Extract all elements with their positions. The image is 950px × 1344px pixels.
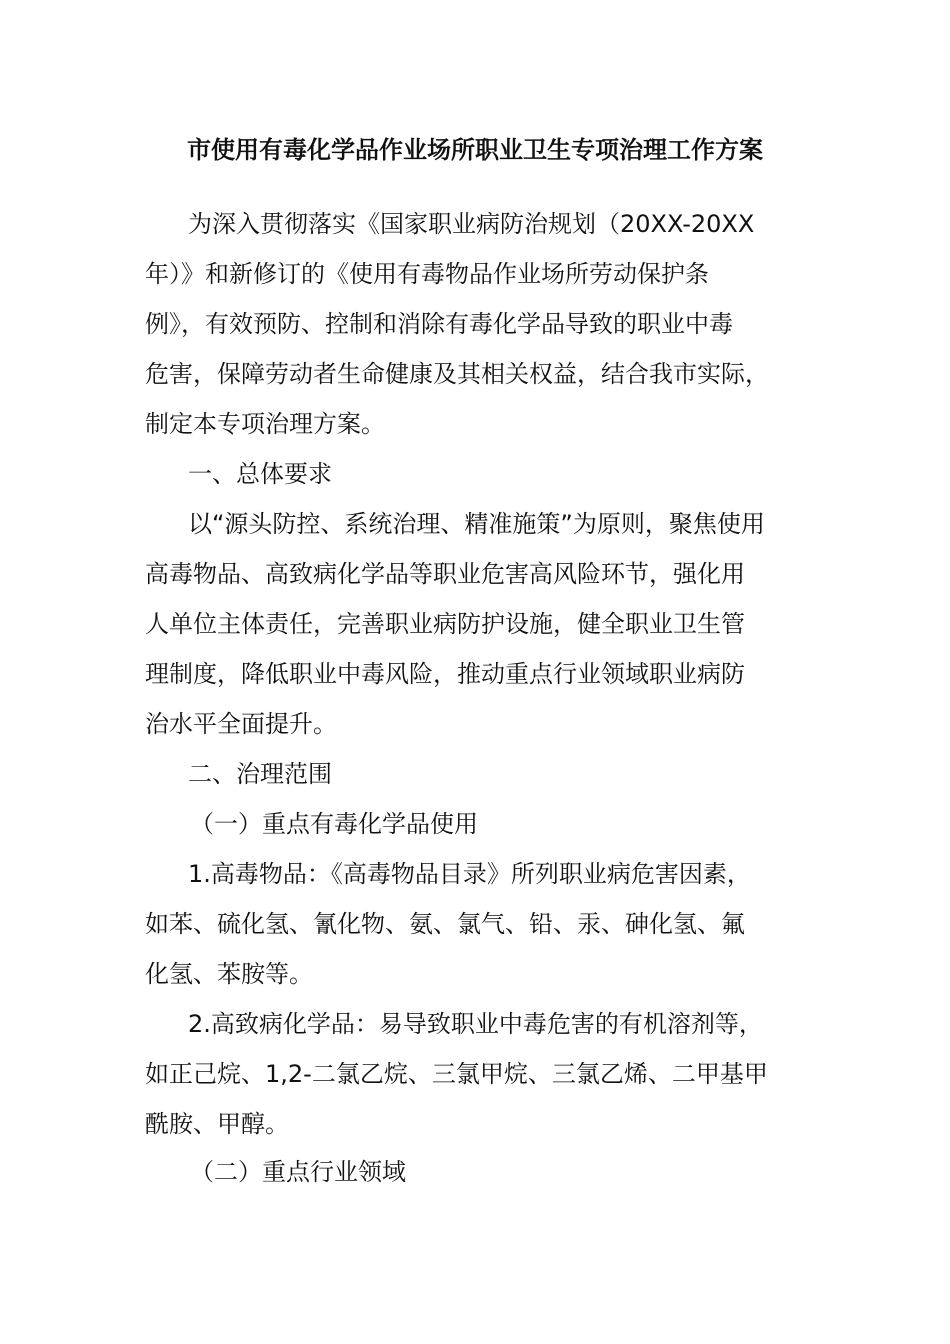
document-title: 市使用有毒化学品作业场所职业卫生专项治理工作方案 (187, 136, 763, 164)
paragraph-line: 为深入贯彻落实《国家职业病防治规划（20XX-20XX (188, 210, 755, 238)
sub-heading: （一）重点有毒化学品使用 (190, 810, 478, 838)
section-heading: 一、总体要求 (188, 460, 332, 488)
paragraph-line: 以“源头防控、系统治理、精准施策”为原则，聚焦使用 (188, 510, 765, 538)
list-item-line: 酰胺、甲醇。 (145, 1110, 289, 1138)
list-item-line: 如正己烷、1,2-二氯乙烷、三氯甲烷、三氯乙烯、二甲基甲 (145, 1060, 768, 1088)
paragraph-line: 危害，保障劳动者生命健康及其相关权益，结合我市实际， (145, 360, 769, 388)
paragraph-line: 理制度，降低职业中毒风险，推动重点行业领域职业病防 (145, 660, 745, 688)
list-item-line: 化氢、苯胺等。 (145, 960, 313, 988)
list-item-line: 如苯、硫化氢、氰化物、氨、氯气、铅、汞、砷化氢、氟 (145, 910, 745, 938)
paragraph-line: 例》，有效预防、控制和消除有毒化学品导致的职业中毒 (145, 310, 733, 338)
paragraph-line: 治水平全面提升。 (145, 710, 337, 738)
section-heading: 二、治理范围 (188, 760, 332, 788)
paragraph-line: 高毒物品、高致病化学品等职业危害高风险环节，强化用 (145, 560, 745, 588)
list-item-line: 2.高致病化学品：易导致职业中毒危害的有机溶剂等， (188, 1010, 763, 1038)
paragraph-line: 制定本专项治理方案。 (145, 410, 385, 438)
paragraph-line: 年）》和新修订的《使用有毒物品作业场所劳动保护条 (145, 260, 709, 288)
sub-heading: （二）重点行业领域 (190, 1158, 406, 1186)
list-item-line: 1.高毒物品：《高毒物品目录》所列职业病危害因素， (188, 860, 751, 888)
paragraph-line: 人单位主体责任，完善职业病防护设施，健全职业卫生管 (145, 610, 745, 638)
